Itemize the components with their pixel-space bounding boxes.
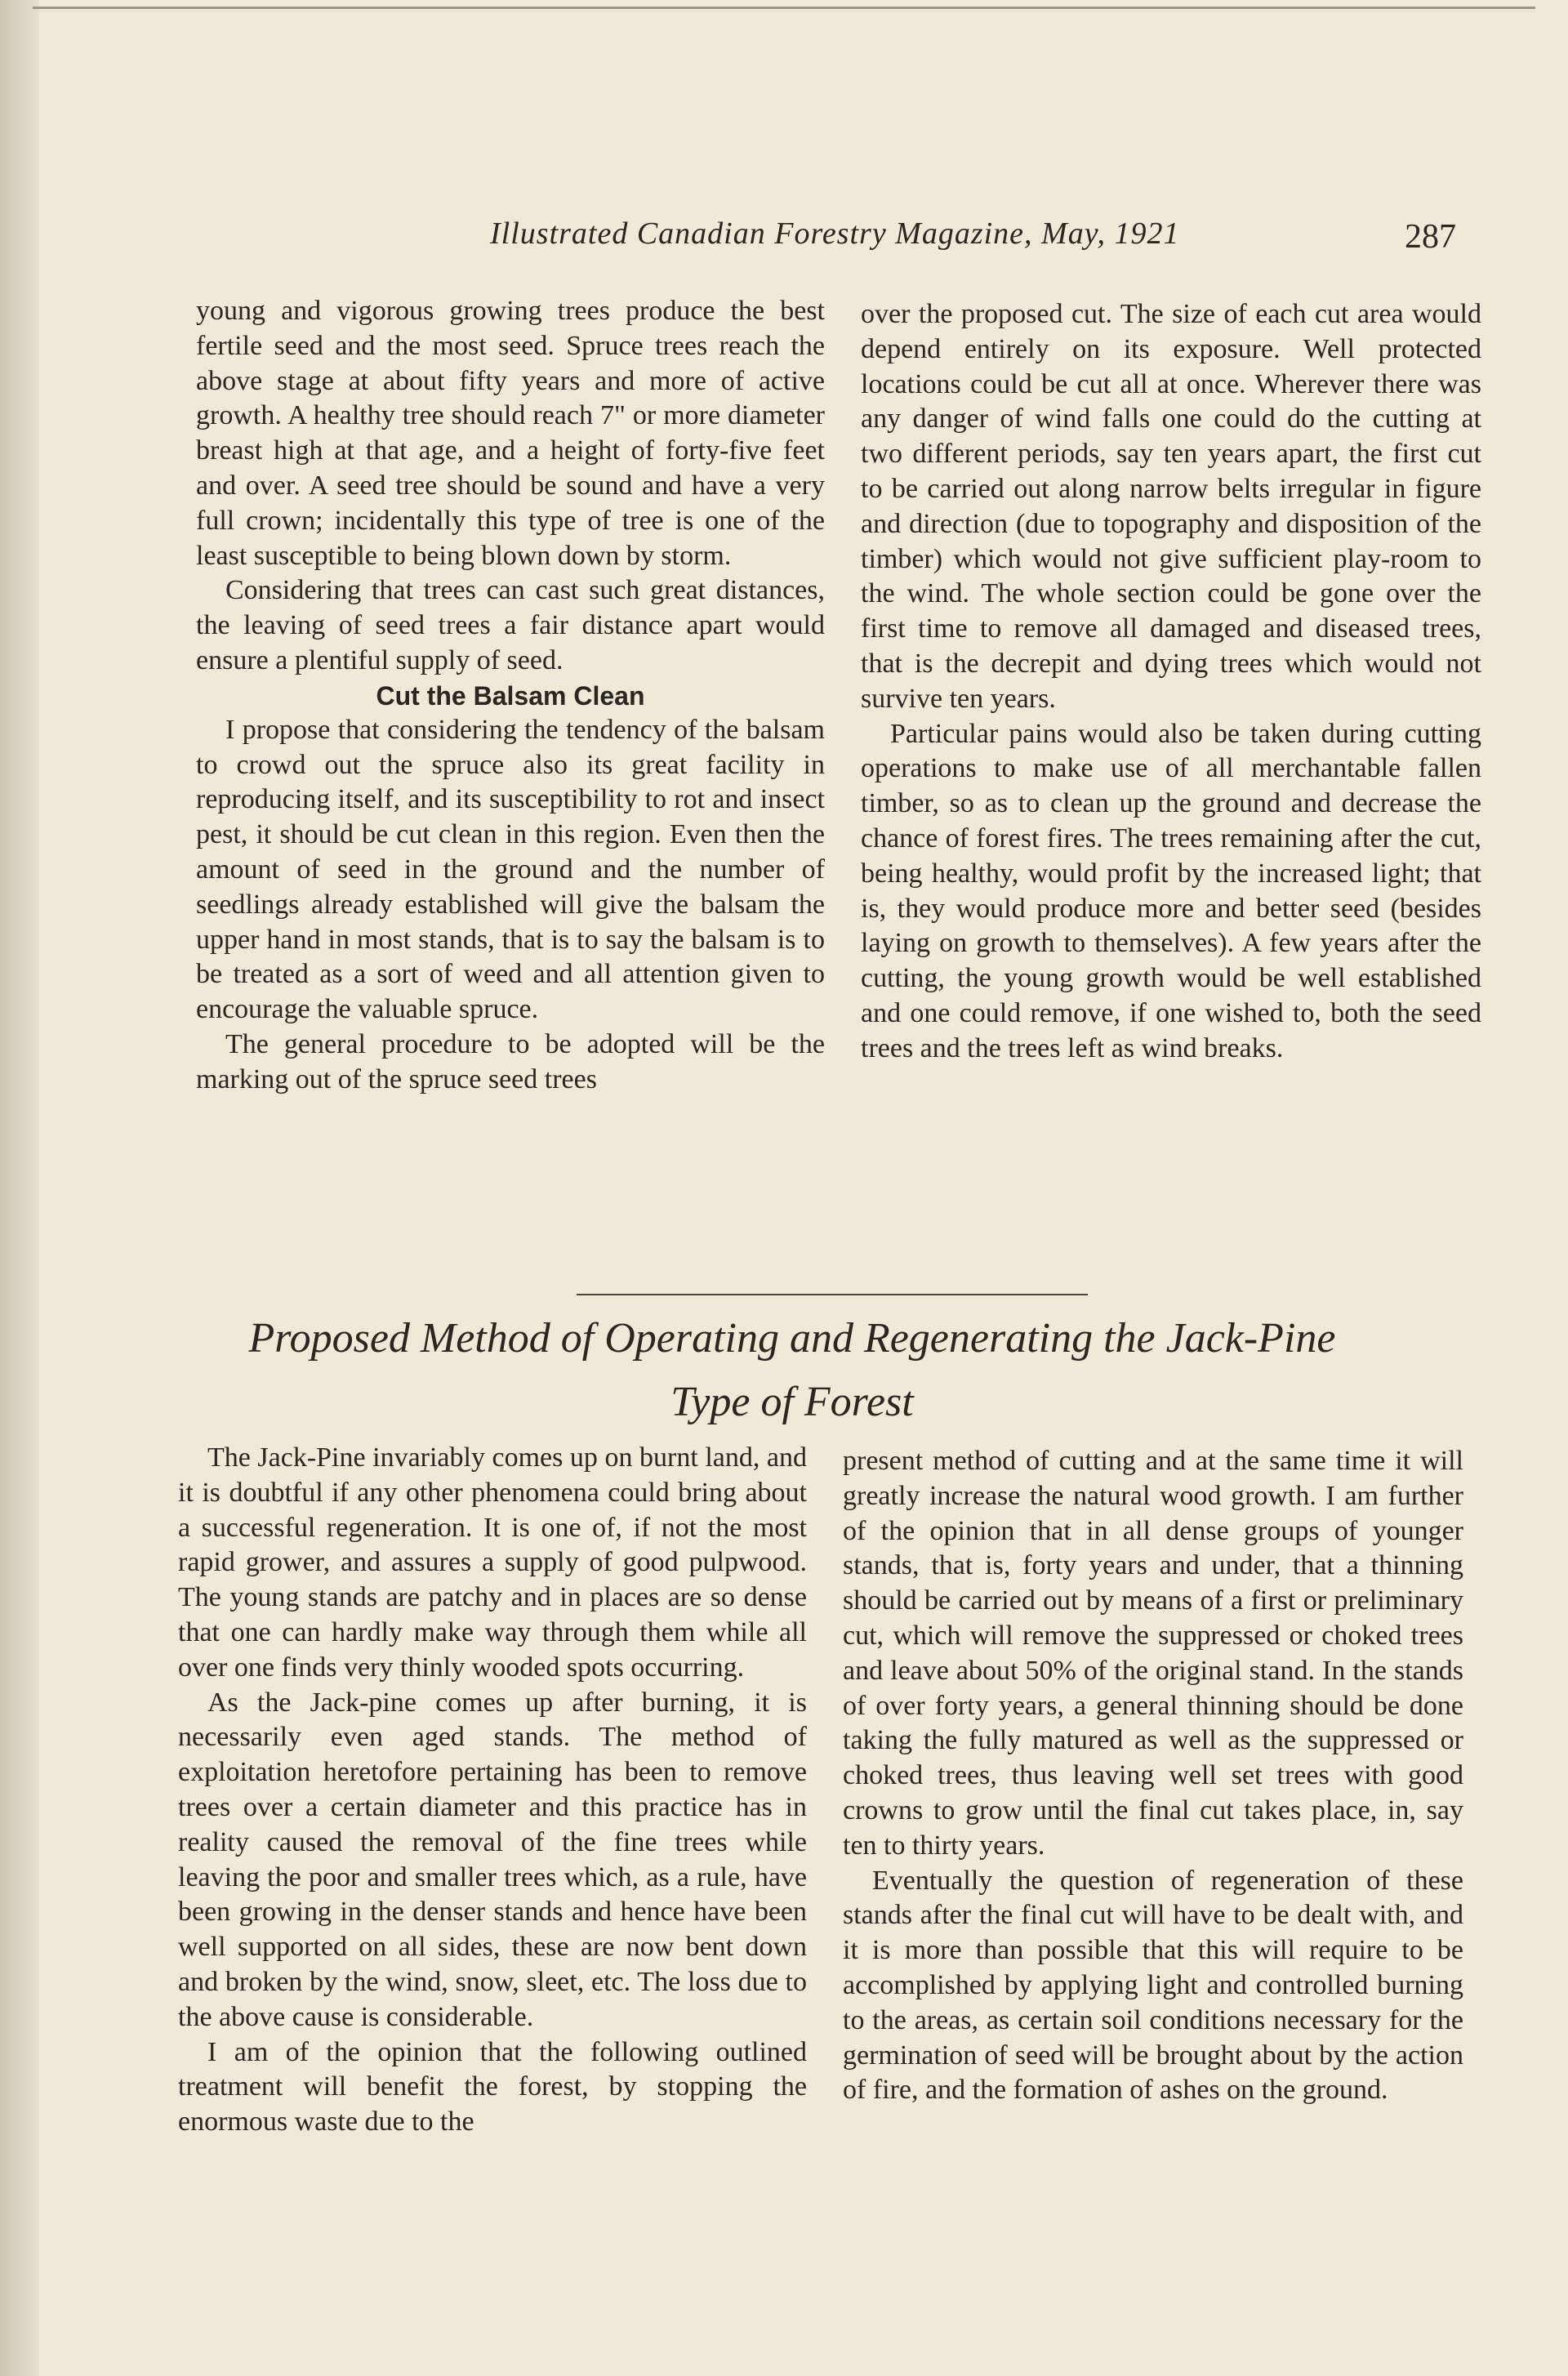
- upper-right-column: [861, 297, 1481, 1067]
- paragraph: As the Jack-pine comes up after burning, it is necessarily even aged stands. The method of exploitation heretofore pertaining has been to remove trees over a certain diameter and this practice has in reality caused the removal of the fine trees while leaving the poor and smaller trees which, as a rule, have been growing in the denser stands and hence have been well supported on all sides, these are now bent down and broken by the wind, snow, sleet, etc. The loss due to the above cause is considerable.: [178, 1687, 807, 2032]
- article-title: [122, 1307, 1462, 1434]
- paragraph: young and vigorous growing trees produce the best fertile seed and the most seed. Spruce trees reach the above stage at about fifty years and more of active growth. A healthy tree should reach 7" or more diameter breast high at that age, and a height of forty-five feet and over. A seed tree should be sound and have a very full crown; incidentally this type of tree is one of the least susceptible to being blown down by storm.: [196, 296, 825, 571]
- paragraph: I propose that considering the tendency of the balsam to crowd out the spruce also its great facility in reproducing itself, and its susceptibility to rot and insect pest, it should be cut clean in this region. Even then the amount of seed in the ground and the number of seedlings already established will give the balsam the upper hand in most stands, that is to say the balsam is to be treated as a sort of weed and all attention given to encourage the valuable spruce.: [196, 714, 825, 1025]
- paragraph: The Jack-Pine invariably comes up on burnt land, and it is doubtful if any other phenomena could bring about a successful regeneration. It is one of, if not the most rapid grower, and assures a supply of good pulpwood. The young stands are patchy and in places are so dense that one can hardly make way through them while all over one finds very thinly wooded spots occurring.: [178, 1442, 807, 1683]
- page-gutter: [0, 0, 39, 2376]
- paragraph: Considering that trees can cast such great distances, the leaving of seed trees a fair distance apart would ensure a plentiful supply of seed.: [196, 575, 825, 675]
- article-title-line-2: Type of Forest: [670, 1379, 914, 1425]
- paragraph: over the proposed cut. The size of each cut area would depend entirely on its exposure. Well protected locations could be cut all at once. Wherever there was any danger of wind falls one could do the cutting at two different periods, say ten years apart, the first cut to be carried out along narrow belts irregular in figure and direction (due to topography and disposition of the timber) which would not give sufficient play-room to the wind. The whole section could be gone over the first time to remove all damaged and diseased trees, that is the decrepit and dying trees which would not survive ten years.: [861, 299, 1481, 714]
- section-divider: [577, 1294, 1088, 1295]
- paragraph: Eventually the question of regeneration of these stands after the final cut will have to be dealt with, and it is more than possible that this will require to be accomplished by applying light and controlled burning to the areas, as certain soil conditions necessary for the germination of seed will be brought about by the action of fire, and the formation of ashes on the ground.: [843, 1865, 1463, 2106]
- lower-left-column: [178, 1441, 807, 2140]
- paragraph: The general procedure to be adopted will be the marking out of the spruce seed trees: [196, 1028, 825, 1094]
- section-subheading: Cut the Balsam Clean: [376, 680, 645, 711]
- upper-left-column: [196, 294, 825, 1098]
- paragraph: present method of cutting and at the same time it will greatly increase the natural wood growth. I am further of the opinion that in all dense groups of younger stands, that is, forty years and under, that a thinning should be carried out by means of a first or preliminary cut, which will remove the suppressed or choked trees and leave about 50% of the original stand. In the stands of over forty years, a general thinning should be done taking the fully matured as well as the suppressed or choked trees, thus leaving well set trees with good crowns to grow until the final cut takes place, in, say ten to thirty years.: [843, 1446, 1463, 1861]
- paragraph: Particular pains would also be taken during cutting operations to make use of all merchantable fallen timber, so as to clean up the ground and decrease the chance of forest fires. The trees remaining after the cut, being healthy, would profit by the increased light; that is, they would produce more and better seed (besides laying on growth to themselves). A few years after the cutting, the young growth would be well established and one could remove, if one wished to, both the seed trees and the trees left as wind breaks.: [861, 718, 1481, 1063]
- running-header: Illustrated Canadian Forestry Magazine, May, 1921: [490, 216, 1180, 251]
- lower-right-column: [843, 1444, 1463, 2108]
- paragraph: I am of the opinion that the following outlined treatment will benefit the forest, by stopping the enormous waste due to the: [178, 2036, 807, 2138]
- page-number: 287: [1405, 218, 1456, 256]
- article-title-line-1: Proposed Method of Operating and Regenerating the Jack-Pine: [248, 1315, 1336, 1362]
- top-rule: [33, 7, 1535, 9]
